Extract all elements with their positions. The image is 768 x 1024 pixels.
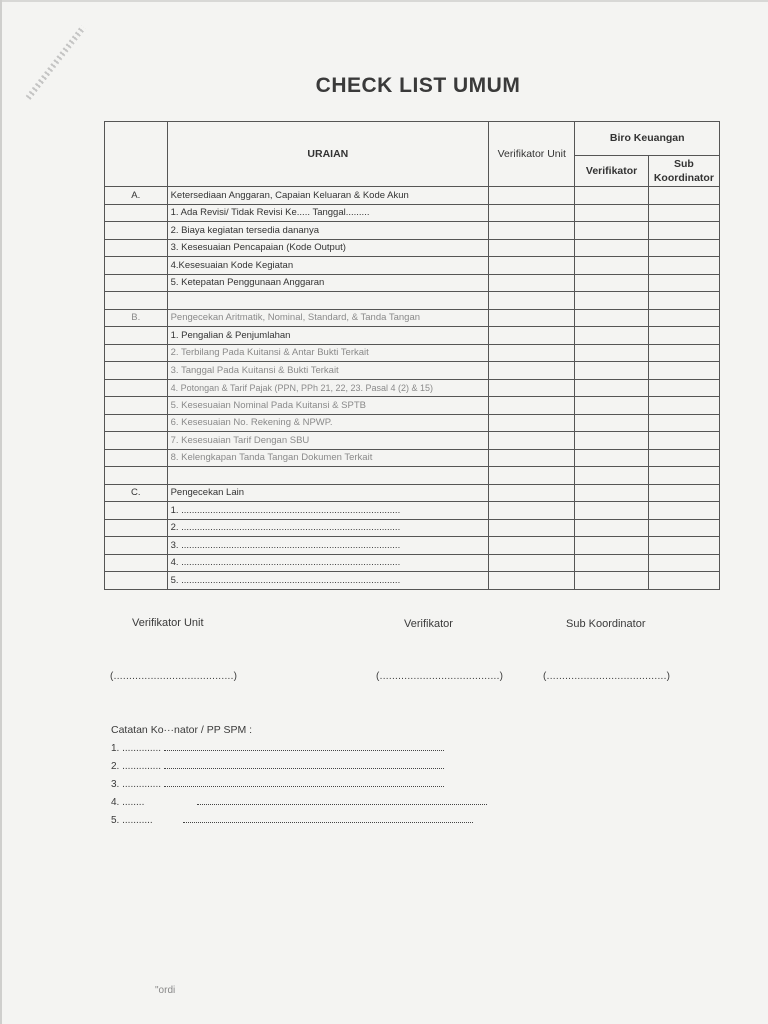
check-cell[interactable] <box>575 187 648 205</box>
header-sub-koordinator: Sub Koordinator <box>648 155 719 186</box>
page-edge <box>0 0 2 1024</box>
check-cell[interactable] <box>575 554 648 572</box>
check-cell[interactable] <box>575 222 648 240</box>
checklist-item: 8. Kelengkapan Tanda Tangan Dokumen Terkait <box>167 449 489 467</box>
check-cell[interactable] <box>489 537 575 555</box>
checklist-item: 1. Ada Revisi/ Tidak Revisi Ke..... Tanggal......... <box>167 204 489 222</box>
section-row <box>105 309 720 327</box>
table-row <box>105 432 720 450</box>
check-cell[interactable] <box>648 239 719 257</box>
check-cell[interactable] <box>648 414 719 432</box>
notes-title: Catatan Ko···nator / PP SPM : <box>111 724 253 736</box>
table-row <box>105 257 720 275</box>
check-cell[interactable] <box>575 572 648 590</box>
checklist-item: 6. Kesesuaian No. Rekening & NPWP. <box>167 414 489 432</box>
check-cell[interactable] <box>648 327 719 345</box>
check-cell[interactable] <box>648 484 719 502</box>
signature-label-verifikator-unit: Verifikator Unit <box>132 617 204 629</box>
check-cell[interactable] <box>575 449 648 467</box>
checklist-item: 5. ................................................................................... <box>167 572 489 590</box>
check-cell[interactable] <box>648 572 719 590</box>
signature-blank[interactable]: (.......................................) <box>543 671 671 682</box>
checklist-item: 3. Kesesuaian Pencapaian (Kode Output) <box>167 239 489 257</box>
table-row <box>105 362 720 380</box>
checklist-item: 5. Kesesuaian Nominal Pada Kuitansi & SPTB <box>167 397 489 415</box>
check-cell[interactable] <box>575 362 648 380</box>
section-row <box>105 484 720 502</box>
note-line[interactable] <box>111 741 444 754</box>
check-cell[interactable] <box>489 274 575 292</box>
check-cell[interactable] <box>489 484 575 502</box>
check-cell[interactable] <box>648 257 719 275</box>
table-row <box>105 397 720 415</box>
note-line[interactable] <box>111 813 473 826</box>
note-line-label: 5. ........... <box>111 815 153 826</box>
check-cell[interactable] <box>575 239 648 257</box>
check-cell[interactable] <box>489 239 575 257</box>
checklist-item: 2. ................................................................................... <box>167 519 489 537</box>
check-cell[interactable] <box>489 222 575 240</box>
checklist-item: 3. Tanggal Pada Kuitansi & Bukti Terkait <box>167 362 489 380</box>
section-row <box>105 187 720 205</box>
table-row <box>105 344 720 362</box>
check-cell[interactable] <box>575 274 648 292</box>
check-cell[interactable] <box>575 397 648 415</box>
check-cell[interactable] <box>648 397 719 415</box>
check-cell[interactable] <box>575 484 648 502</box>
note-line-label: 4. ........ <box>111 797 145 808</box>
signature-label-verifikator: Verifikator <box>404 618 453 630</box>
check-cell[interactable] <box>575 204 648 222</box>
check-cell[interactable] <box>648 554 719 572</box>
table-row <box>105 379 720 397</box>
section-number: C. <box>105 484 168 502</box>
check-cell[interactable] <box>489 379 575 397</box>
table-row <box>105 274 720 292</box>
check-cell[interactable] <box>489 344 575 362</box>
check-cell[interactable] <box>575 414 648 432</box>
check-cell[interactable] <box>489 449 575 467</box>
check-cell[interactable] <box>489 519 575 537</box>
note-line-label: 3. .............. <box>111 779 162 790</box>
note-line-dots <box>183 813 473 823</box>
check-cell[interactable] <box>648 274 719 292</box>
check-cell[interactable] <box>489 414 575 432</box>
check-cell[interactable] <box>489 502 575 520</box>
header-biro-keuangan: Biro Keuangan <box>575 122 720 156</box>
header-no <box>105 122 168 187</box>
check-cell[interactable] <box>575 537 648 555</box>
table-row <box>105 572 720 590</box>
check-cell[interactable] <box>648 432 719 450</box>
signature-label-sub-koordinator: Sub Koordinator <box>566 618 646 630</box>
note-line[interactable] <box>111 759 444 772</box>
footer-text: "ordi <box>155 985 176 996</box>
spacer-row <box>105 467 720 485</box>
check-cell[interactable] <box>575 519 648 537</box>
check-cell[interactable] <box>648 187 719 205</box>
section-number: B. <box>105 309 168 327</box>
check-cell[interactable] <box>648 519 719 537</box>
checklist-table <box>104 121 720 590</box>
note-line-dots <box>164 759 444 769</box>
table-row <box>105 222 720 240</box>
header-verifikator-unit: Verifikator Unit <box>489 122 575 187</box>
check-cell[interactable] <box>575 432 648 450</box>
table-row <box>105 554 720 572</box>
check-cell[interactable] <box>489 309 575 327</box>
table-row <box>105 414 720 432</box>
section-heading: Pengecekan Aritmatik, Nominal, Standard, & Tanda Tangan <box>167 309 489 327</box>
check-cell[interactable] <box>489 554 575 572</box>
checklist-item: 2. Terbilang Pada Kuitansi & Antar Bukti Terkait <box>167 344 489 362</box>
checklist-item: 4. Potongan & Tarif Pajak (PPN, PPh 21, 22, 23. Pasal 4 (2) & 15) <box>167 379 489 397</box>
section-heading: Ketersediaan Anggaran, Capaian Keluaran & Kode Akun <box>167 187 489 205</box>
check-cell[interactable] <box>648 537 719 555</box>
check-cell[interactable] <box>575 502 648 520</box>
check-cell[interactable] <box>489 187 575 205</box>
check-cell[interactable] <box>489 397 575 415</box>
note-line-dots <box>164 741 444 751</box>
signature-blank[interactable]: (.......................................) <box>376 671 504 682</box>
check-cell[interactable] <box>575 327 648 345</box>
checklist-item: 5. Ketepatan Penggunaan Anggaran <box>167 274 489 292</box>
checklist-item: 4.Kesesuaian Kode Kegiatan <box>167 257 489 275</box>
header-verifikator: Verifikator <box>575 155 648 186</box>
note-line[interactable] <box>111 795 487 808</box>
check-cell[interactable] <box>489 362 575 380</box>
document-title: CHECK LIST UMUM <box>315 74 521 97</box>
check-cell[interactable] <box>489 432 575 450</box>
checklist-item: 1. ................................................................................... <box>167 502 489 520</box>
check-cell[interactable] <box>648 309 719 327</box>
checklist-item: 2. Biaya kegiatan tersedia dananya <box>167 222 489 240</box>
note-line-label: 1. .............. <box>111 743 162 754</box>
page-edge <box>0 0 768 2</box>
check-cell[interactable] <box>648 222 719 240</box>
note-line-label: 2. .............. <box>111 761 162 772</box>
table-row <box>105 519 720 537</box>
note-line[interactable] <box>111 777 444 790</box>
table-row <box>105 502 720 520</box>
check-cell[interactable] <box>648 502 719 520</box>
check-cell[interactable] <box>575 344 648 362</box>
spacer-row <box>105 292 720 310</box>
checklist-item: 3. ................................................................................... <box>167 537 489 555</box>
check-cell[interactable] <box>648 449 719 467</box>
table-row <box>105 239 720 257</box>
section-heading: Pengecekan Lain <box>167 484 489 502</box>
section-number: A. <box>105 187 168 205</box>
check-cell[interactable] <box>648 362 719 380</box>
note-line-dots <box>197 795 487 805</box>
checklist-item: 1. Pengalian & Penjumlahan <box>167 327 489 345</box>
check-cell[interactable] <box>575 309 648 327</box>
table-row <box>105 537 720 555</box>
table-row <box>105 204 720 222</box>
signature-blank[interactable]: (.......................................) <box>110 671 238 682</box>
check-cell[interactable] <box>489 572 575 590</box>
check-cell[interactable] <box>648 204 719 222</box>
header-uraian: URAIAN <box>167 122 489 187</box>
checklist-item: 7. Kesesuaian Tarif Dengan SBU <box>167 432 489 450</box>
table-row <box>105 327 720 345</box>
note-line-dots <box>164 777 444 787</box>
check-cell[interactable] <box>648 379 719 397</box>
check-cell[interactable] <box>489 257 575 275</box>
checklist-item: 4. ................................................................................... <box>167 554 489 572</box>
check-cell[interactable] <box>489 327 575 345</box>
check-cell[interactable] <box>489 204 575 222</box>
table-row <box>105 449 720 467</box>
check-cell[interactable] <box>575 257 648 275</box>
check-cell[interactable] <box>575 379 648 397</box>
check-cell[interactable] <box>648 344 719 362</box>
